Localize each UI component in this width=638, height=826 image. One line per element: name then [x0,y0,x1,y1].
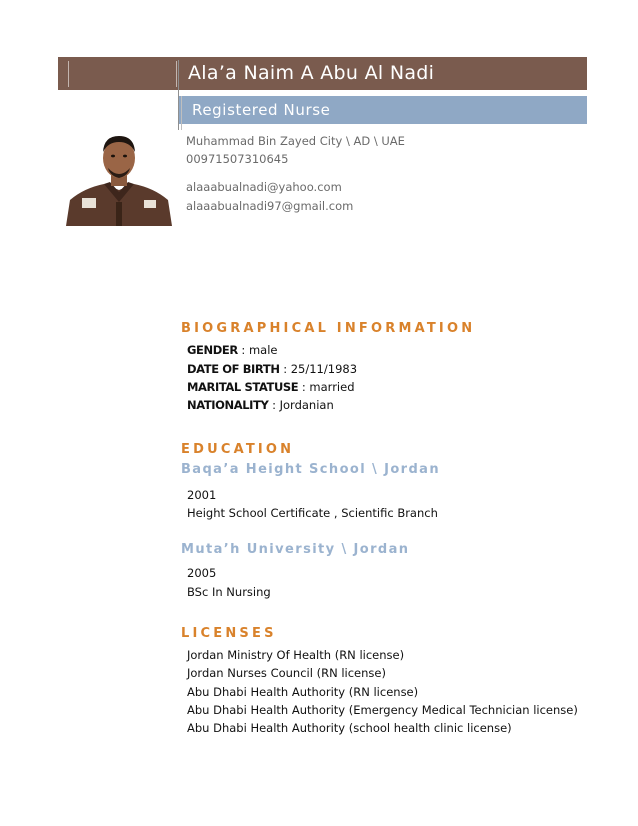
contact-email[interactable]: alaaabualnadi@yahoo.com [186,180,342,194]
bio-field-value: : Jordanian [268,398,334,412]
bio-field-label: NATIONALITY [187,398,269,412]
candidate-role: Registered Nurse [192,101,331,119]
section-title-licenses: LICENSES [181,626,277,641]
profile-photo [64,128,174,226]
section-title-education: EDUCATION [181,442,295,457]
school-name: Muta’h University \ Jordan [181,542,410,557]
bar-divider [68,61,69,87]
contact-phone: 00971507310645 [186,152,289,166]
education-year: 2001 [187,488,217,502]
bio-field-value: : married [298,380,355,394]
education-year: 2005 [187,566,217,580]
bio-field-label: DATE OF BIRTH [187,362,280,376]
section-title-biographical: BIOGRAPHICAL INFORMATION [181,321,476,336]
bio-field [187,380,355,394]
bio-field-label: MARITAL STATUSE [187,380,299,394]
education-detail: BSc In Nursing [187,585,271,599]
license-item: Jordan Ministry Of Health (RN license) [187,648,405,662]
candidate-name: Ala’a Naim A Abu Al Nadi [188,62,435,84]
school-name: Baqa’a Height School \ Jordan [181,462,441,477]
contact-email[interactable]: alaaabualnadi97@gmail.com [186,199,354,213]
bio-field [187,362,357,376]
bio-field-label: GENDER [187,343,238,357]
license-item: Abu Dhabi Health Authority (RN license) [187,685,419,699]
bio-field [187,398,334,412]
license-item: Abu Dhabi Health Authority (Emergency Medical Technician license) [187,703,578,717]
bio-field-value: : 25/11/1983 [279,362,358,376]
bio-field-value: : male [237,343,278,357]
contact-address: Muhammad Bin Zayed City \ AD \ UAE [186,134,405,148]
person-photo-icon [64,128,174,226]
bar-divider [176,61,177,87]
bio-field [187,343,278,357]
license-item: Jordan Nurses Council (RN license) [187,666,386,680]
license-item: Abu Dhabi Health Authority (school health clinic license) [187,721,512,735]
frame-line [181,96,182,130]
frame-line [178,60,179,130]
education-detail: Height School Certificate , Scientific Branch [187,506,438,520]
